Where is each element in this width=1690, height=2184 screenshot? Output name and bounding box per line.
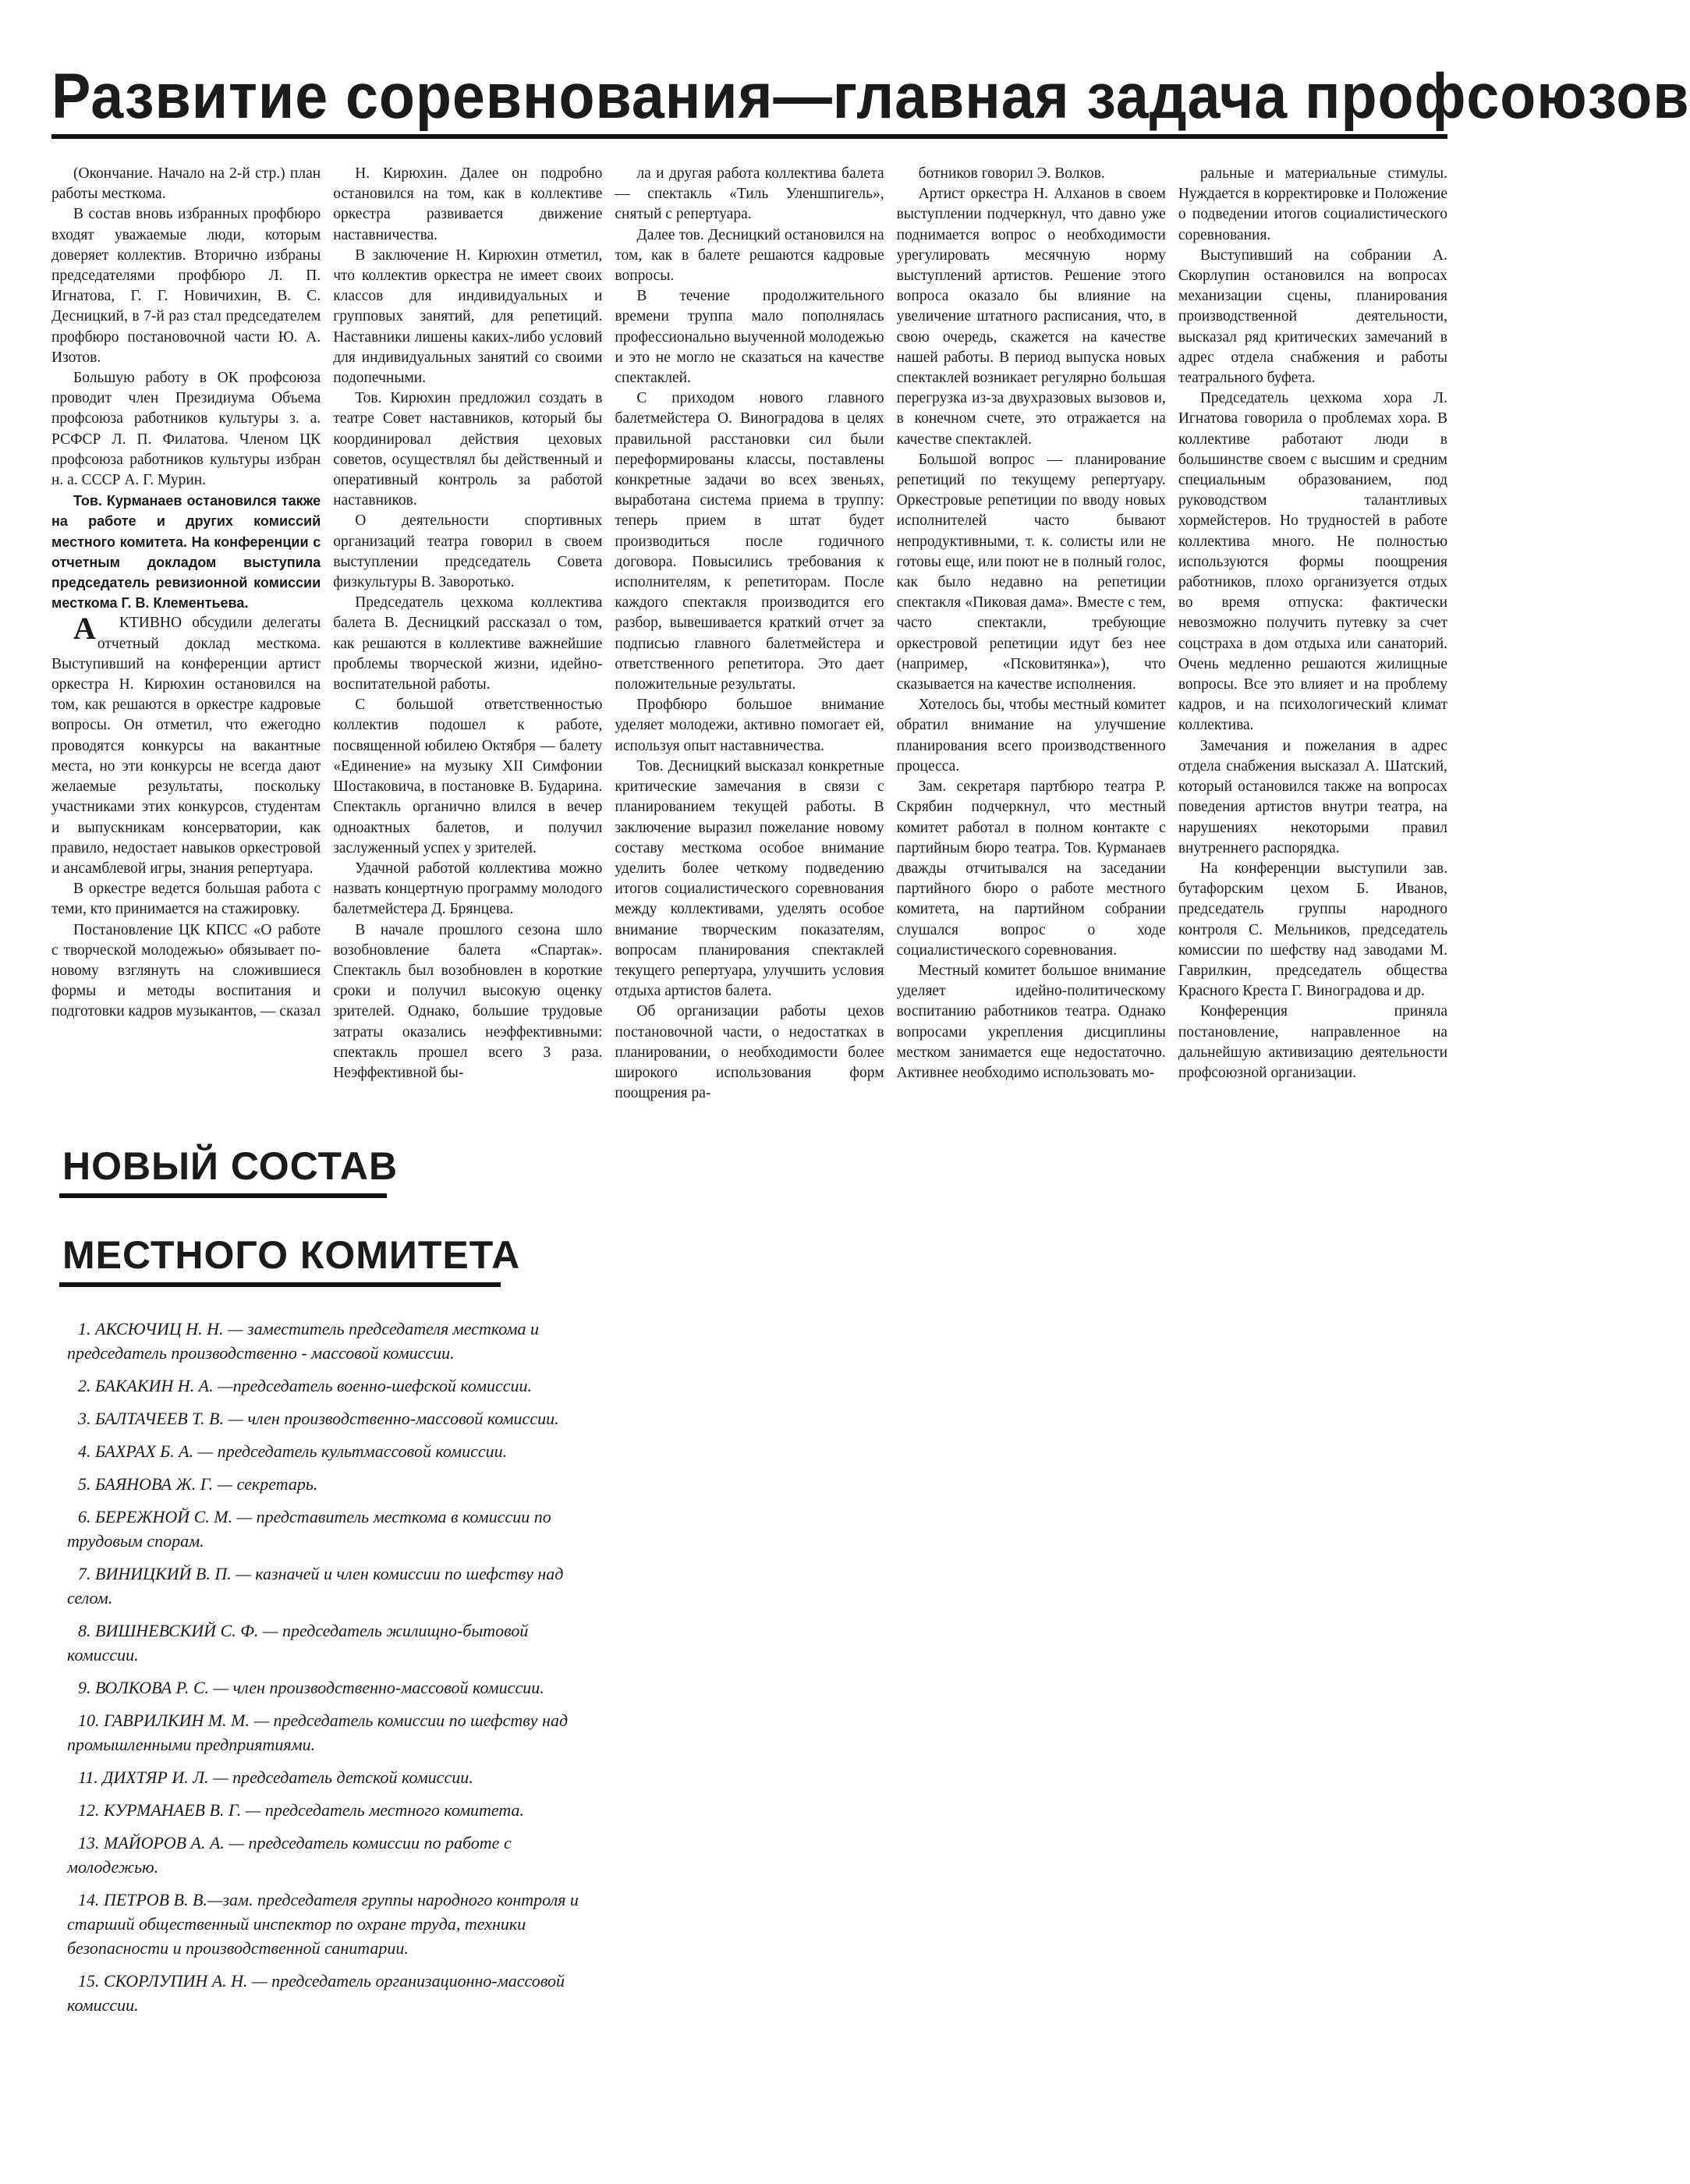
article-paragraph: Профбюро большое внимание уделяет молодежи, активно помогает ей, используя опыт наставничества.	[615, 697, 884, 754]
article-paragraph: ботников говорил Э. Волков.	[918, 165, 1105, 182]
member-entry: 12. КУРМАНАЕВ В. Г. — председатель местного комитета.	[78, 1800, 525, 1820]
member-entry: 7. ВИНИЦКИЙ В. П. — казначей и член комиссии по шефству над селом.	[67, 1564, 564, 1608]
article-paragraph: Постановление ЦК КПСС «О работе с творческой молодежью» обязывает по-новому взглянуть на сложившиеся формы и методы воспитания и подготовки кадров музыкантов, — сказал	[51, 921, 321, 1020]
article-column-3	[615, 164, 884, 1112]
article-paragraph: Тов. Курманаев остановился также на работе и других комиссий местного комитета. На конференции с отчетным докладом выступила председатель ревизионной комиссии месткома Г. В. Клементьева.	[51, 493, 321, 612]
article-paragraph: Об организации работы цехов постановочной части, о недостатках в планировании, о необходимости более широкого использования форм поощрения ра-	[615, 1003, 884, 1102]
headline-rule	[51, 134, 1447, 139]
article-paragraph: Большой вопрос — планирование репетиций по текущему репертуару. Оркестровые репетиции по вводу новых исполнителей часто бывают непродуктивными, т. к. солисты или не готовы еще, или поют не в полный голос, как было недавно на репетиции спектакля «Пиковая дама». Вместе с тем, часто спектакли, требующие оркестровой репетиции идут без нее (например, «Псковитянка»), что сказывается на качестве исполнения.	[896, 451, 1166, 693]
article-paragraph: Далее тов. Десницкий остановился на том, как в балете решаются кадровые вопросы.	[615, 226, 884, 285]
article-paragraph: На конференции выступили зав. бутафорским цехом Б. Иванов, председатель группы народного контроля С. Мельников, председатель комиссии по шефству над заводами М. Гаврилкин, председатель общества Красного Креста Г. Виноградова и др.	[1178, 860, 1448, 1000]
article-paragraph: ла и другая работа коллектива балета — спектакль «Тиль Уленшпигель», снятый с репертуара.	[615, 165, 884, 223]
article-column-5	[1178, 164, 1447, 1112]
member-entry: 9. ВОЛКОВА Р. С. — член производственно-массовой комиссии.	[78, 1678, 544, 1697]
member-entry: 5. БАЯНОВА Ж. Г. — секретарь.	[78, 1474, 318, 1494]
member-entry: 6. БЕРЕЖНОЙ С. М. — представитель месткома в комиссии по трудовым спорам.	[67, 1507, 551, 1551]
member-entry: 13. МАЙОРОВ А. А. — председатель комиссии по работе с молодежью.	[67, 1833, 512, 1877]
member-entry: 1. АКСЮЧИЦ Н. Н. — заместитель председателя месткома и председатель производственно - массовой комиссии.	[67, 1319, 539, 1363]
article-paragraph: Конференция приняла постановление, направленное на дальнейшую активизацию деятельности профсоюзной организации.	[1178, 1003, 1448, 1081]
article-column-2	[333, 164, 602, 1112]
article-paragraph: Местный комитет большое внимание уделяет идейно-политическому воспитанию работников театра. Однако вопросами укрепления дисциплины местком занимается еще недостаточно. Активнее необходимо использовать мо-	[896, 962, 1166, 1081]
article-paragraph: В начале прошлого сезона шло возобновление балета «Спартак». Спектакль был возобновлен в короткие сроки и получил высокую оценку зрителей. Однако, большие трудовые затраты оказались неэффективными: спектакль прошел всего 3 раза. Неэффективной бы-	[333, 921, 603, 1081]
article-paragraph: Хотелось бы, чтобы местный комитет обратил внимание на улучшение планирования всего производственного процесса.	[896, 697, 1166, 775]
article-paragraph: (Окончание. Начало на 2-й стр.) план работы месткома.	[51, 165, 321, 203]
article-paragraph: Тов. Десницкий высказал конкретные критические замечания в связи с планированием текущей работы. В заключение выразил пожелание новому составу месткома особое внимание уделить более четкому подведению итогов социалистического соревнования между коллективами, уделять особое внимание творческим показателям, вопросам планирования спектаклей текущего репертуара, улучшить условия отдыха артистов балета.	[615, 757, 884, 1000]
article-paragraph: В состав вновь избранных профбюро входят уважаемые люди, которым доверяет коллектив. Вторично избраны председателями профбюро Л. П. Игнатова, Г. Г. Новичихин, В. С. Десницкий, в 7-й раз стал председателем профбюро постановочной части Ю. А. Изотов.	[51, 206, 321, 366]
section-rule-1	[59, 1193, 387, 1198]
article-paragraph: Артист оркестра Н. Алханов в своем выступлении подчеркнул, что давно уже поднимается вопрос о необходимости урегулировать месячную норму выступлений артистов. Решение этого вопроса оказало бы влияние на увеличение штатного расписания, что, в свою очередь, скажется на качестве нашей работы. В период выпуска новых спектаклей возникает регулярно большая перегрузка из-за двухразовых вызовов и, в конечном счете, это отражается на качестве спектаклей.	[896, 186, 1166, 448]
article-paragraph: АКТИВНО обсудили делегаты отчетный доклад месткома. Выступивший на конференции артист оркестра Н. Кирюхин остановился на том, как решаются в оркестре кадровые вопросы. Он отметил, что ежегодно проводятся конкурсы на вакантные места, но эти конкурсы не всегда дают желаемые результаты, поскольку участниками этих конкурсов, студентам и выпускникам консерватории, как правило, недостает навыков оркестровой и ансамблевой игры, знания репертуара.	[51, 611, 321, 877]
member-entry: 4. БАХРАХ Б. А. — председатель культмассовой комиссии.	[78, 1441, 508, 1461]
article-paragraph: Большую работу в ОК профсоюза проводит член Президиума Объема профсоюза работников культуры з. а. РСФСР Л. П. Филатова. Членом ЦК профсоюза работников культуры избран н. а. СССР А. Г. Мурин.	[51, 370, 321, 489]
article-paragraph: Удачной работой коллектива можно назвать концертную программу молодого балетмейстера Д. Брянцева.	[333, 860, 603, 918]
member-entry: 3. БАЛТАЧЕЕВ Т. В. — член производственно-массовой комиссии.	[78, 1409, 559, 1428]
article-paragraph: Тов. Кирюхин предложил создать в театре Совет наставников, который бы координировал действия цеховых советов, осуществлял бы действенный и оперативный контроль за работой наставников.	[333, 390, 603, 509]
article-column-1	[51, 164, 321, 1112]
article-paragraph: В оркестре ведется большая работа с теми, кто принимается на стажировку.	[51, 881, 321, 918]
article-column-4	[897, 164, 1166, 1112]
article-paragraph: Замечания и пожелания в адрес отдела снабжения высказал А. Шатский, который остановился также на вопросах поведения артистов внутри театра, на нарушениях некоторыми правил внутреннего распорядка.	[1178, 737, 1448, 856]
article-paragraph: В заключение Н. Кирюхин отметил, что коллектив оркестра не имеет своих классов для индивидуальных и групповых занятий, для репетиций. Наставники лишены каких-либо условий для индивидуальных занятий со своими подопечными.	[333, 246, 603, 387]
article-paragraph: Зам. секретаря партбюро театра Р. Скрябин подчеркнул, что местный комитет работал в полном контакте с партийным бюро театра. Тов. Курманаев дважды отчитывался на заседании партийного бюро о работе местного комитета, на партийном собрании слушался вопрос о ходе социалистического соревнования.	[896, 778, 1166, 959]
member-entry: 15. СКОРЛУПИН А. Н. — председатель организационно-массовой комиссии.	[67, 1971, 565, 2015]
article-paragraph: Н. Кирюхин. Далее он подробно остановился на том, как в коллективе оркестра развивается движение наставничества.	[333, 165, 603, 243]
article-paragraph: С приходом нового главного балетмейстера О. Виноградова в целях правильной расстановки сил были переформированы классы, поставлены конкретные задачи во всех звеньях, выработана система приема в труппу: теперь прием в штат будет производиться после годичного договора. Повысились требования к исполнителям, к репетиторам. После каждого спектакля производится его разбор, вывешивается краткий отчет за подписью главного балетмейстера и ответственного репетитора. Это дает положительные результаты.	[615, 390, 884, 693]
member-entry: 2. БАКАКИН Н. А. —председатель военно-шефской комиссии.	[78, 1376, 533, 1395]
member-entry: 10. ГАВРИЛКИН М. М. — председатель комиссии по шефству над промышленными предприятиями.	[67, 1711, 569, 1754]
page-headline: Развитие соревнования—главная задача профсоюзов	[51, 61, 1690, 132]
article-paragraph: О деятельности спортивных организаций театра говорил в своем выступлении председатель Совета физкультуры В. Заворотько.	[333, 512, 603, 591]
member-entry: 14. ПЕТРОВ В. В.—зам. председателя группы народного контроля и старший общественный инспектор по охране труда, техники безопасности и производственной санитарии.	[67, 1890, 579, 1958]
members-list	[67, 1317, 597, 2026]
member-entry: 8. ВИШНЕВСКИЙ С. Ф. — председатель жилищно-бытовой комиссии.	[67, 1621, 529, 1665]
section-rule-2	[59, 1282, 501, 1287]
member-entry: 11. ДИХТЯР И. Л. — председатель детской комиссии.	[78, 1767, 473, 1787]
article-paragraph: В течение продолжительного времени труппа мало пополнялась профессионально выученной молодежью и это не могло не сказаться на качестве спектаклей.	[615, 288, 884, 387]
article-columns	[51, 164, 1447, 1112]
section-title-line-2: МЕСТНОГО КОМИТЕТА	[62, 1233, 521, 1277]
article-paragraph: Выступивший на собрании А. Скорлупин остановился на вопросах механизации сцены, планирования производственной деятельности, высказал ряд критических замечаний в адрес отдела снабжения и работы театрального буфета.	[1178, 246, 1448, 387]
article-paragraph: С большой ответственностью коллектив подошел к работе, посвященной юбилею Октября — балету «Единение» на музыку XII Симфонии Шостаковича, в постановке В. Бударина. Спектакль органично влился в вечер одноактных балетов, и получил заслуженный успех у зрителей.	[333, 697, 603, 856]
section-title-line-1: НОВЫЙ СОСТАВ	[62, 1144, 399, 1188]
article-paragraph: ральные и материальные стимулы. Нуждается в корректировке и Положение о подведении итогов социалистического соревнования.	[1178, 165, 1448, 243]
article-paragraph: Председатель цехкома коллектива балета В. Десницкий рассказал о том, как решаются в коллективе важнейшие проблемы творческой жизни, идейно-воспитательной работы.	[333, 594, 603, 693]
article-paragraph: Председатель цехкома хора Л. Игнатова говорила о проблемах хора. В коллективе работают люди в большинстве своем с высшим и средним специальным образованием, под руководством талантливых хормейстеров. Но трудностей в работе коллектива много. Не полностью используются формы поощрения работников, плохо организуется отдых во время отпуска: фактически невозможно получить путевку за счет соцстраха в дом отдыха или санаторий. Очень медленно решаются жилищные вопросы. Все это влияет и на проблему кадров, и на психологический климат коллектива.	[1178, 390, 1448, 734]
